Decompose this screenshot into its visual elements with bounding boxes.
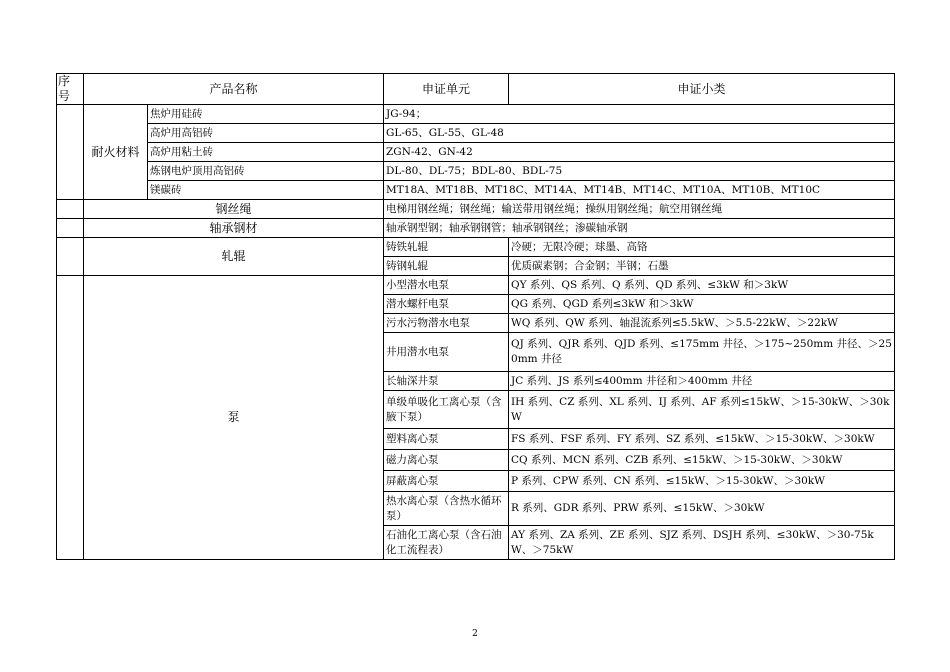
seq-cell: [57, 219, 84, 238]
product-pump: 泵: [84, 276, 384, 560]
header-cert-subclass: 申证小类: [509, 74, 895, 105]
unit-cell: 铸钢轧辊: [384, 257, 509, 276]
unit-cell: 屏蔽离心泵: [384, 471, 509, 492]
unit-cell: 潜水螺杆电泵: [384, 295, 509, 314]
seq-cell: [57, 276, 84, 560]
subclass-cell: IH 系列、CZ 系列、XL 系列、IJ 系列、AF 系列≤15kW、＞15-30kW、＞30kW: [509, 391, 895, 429]
subclass-cell: CQ 系列、MCN 系列、CZB 系列、≤15kW、＞15-30kW、＞30kW: [509, 450, 895, 471]
seq-cell: [57, 105, 84, 200]
table-row: [57, 105, 895, 124]
table-row: [57, 181, 895, 200]
table-row: [57, 200, 895, 219]
unit-cell: 石油化工离心泵（含石油化工流程表）: [384, 526, 509, 560]
product-wire-rope: 钢丝绳: [84, 200, 384, 219]
codes-cell: JG-94；: [384, 105, 895, 124]
unit-cell: 塑料离心泵: [384, 429, 509, 450]
unit-cell: 磁力离心泵: [384, 450, 509, 471]
codes-cell: MT18A、MT18B、MT18C、MT14A、MT14B、MT14C、MT10A、MT10B、MT10C: [384, 181, 895, 200]
table-row: [57, 219, 895, 238]
header-seq: 序号: [57, 74, 84, 105]
subclass-cell: P 系列、CPW 系列、CN 系列、≤15kW、＞15-30kW、＞30kW: [509, 471, 895, 492]
product-name-cell: 炼钢电炉顶用高铝砖: [148, 162, 384, 181]
product-bearing-steel: 轴承钢材: [84, 219, 384, 238]
table-row: [57, 276, 895, 295]
subclass-cell: AY 系列、ZA 系列、ZE 系列、SJZ 系列、DSJH 系列、≤30kW、＞30-75kW、＞75kW: [509, 526, 895, 560]
subclass-cell: JC 系列、JS 系列≤400mm 井径和＞400mm 井径: [509, 372, 895, 391]
seq-cell: [57, 200, 84, 219]
table-header-row: [57, 74, 895, 105]
unit-cell: 小型潜水电泵: [384, 276, 509, 295]
header-cert-unit: 申证单元: [384, 74, 509, 105]
subclass-cell: R 系列、GDR 系列、PRW 系列、≤15kW、＞30kW: [509, 492, 895, 526]
subclass-cell: QG 系列、QGD 系列≤3kW 和＞3kW: [509, 295, 895, 314]
codes-cell: DL-80、DL-75；BDL-80、BDL-75: [384, 162, 895, 181]
codes-cell: ZGN-42、GN-42: [384, 143, 895, 162]
table-row: [57, 238, 895, 257]
product-table: [56, 73, 895, 560]
subclass-cell: FS 系列、FSF 系列、FY 系列、SZ 系列、≤15kW、＞15-30kW、＞30kW: [509, 429, 895, 450]
product-name-cell: 高炉用粘土砖: [148, 143, 384, 162]
subclass-cell: 优质碳素钢；合金钢；半钢；石墨: [509, 257, 895, 276]
unit-cell: 井用潜水电泵: [384, 333, 509, 372]
unit-cell: 单级单吸化工离心泵（含腋下泵）: [384, 391, 509, 429]
header-product-name: 产品名称: [84, 74, 384, 105]
table-row: [57, 143, 895, 162]
product-name-cell: 高炉用高铝砖: [148, 124, 384, 143]
unit-cell: 长轴深井泵: [384, 372, 509, 391]
codes-cell: GL-65、GL-55、GL-48: [384, 124, 895, 143]
table-row: [57, 124, 895, 143]
product-rolls: 轧辊: [84, 238, 384, 276]
unit-cell: 热水离心泵（含热水循环泵）: [384, 492, 509, 526]
subclass-cell: WQ 系列、QW 系列、轴混流系列≤5.5kW、＞5.5-22kW、＞22kW: [509, 314, 895, 333]
page-number: 2: [472, 629, 478, 639]
codes-cell: 轴承钢型钢；轴承钢钢管；轴承钢钢丝；渗碳轴承钢: [384, 219, 895, 238]
seq-cell: [57, 238, 84, 276]
category-refractory: 耐火材料: [84, 105, 148, 200]
product-name-cell: 镁碳砖: [148, 181, 384, 200]
unit-cell: 污水污物潜水电泵: [384, 314, 509, 333]
codes-cell: 电梯用钢丝绳；钢丝绳；输送带用钢丝绳；操纵用钢丝绳；航空用钢丝绳: [384, 200, 895, 219]
subclass-cell: QY 系列、QS 系列、Q 系列、QD 系列、≤3kW 和＞3kW: [509, 276, 895, 295]
subclass-cell: 冷硬；无限冷硬；球墨、高铬: [509, 238, 895, 257]
table-row: [57, 162, 895, 181]
product-name-cell: 焦炉用硅砖: [148, 105, 384, 124]
subclass-cell: QJ 系列、QJR 系列、QJD 系列、≤175mm 井径、＞175~250mm 井径、＞250mm 井径: [509, 333, 895, 372]
unit-cell: 铸铁轧辊: [384, 238, 509, 257]
